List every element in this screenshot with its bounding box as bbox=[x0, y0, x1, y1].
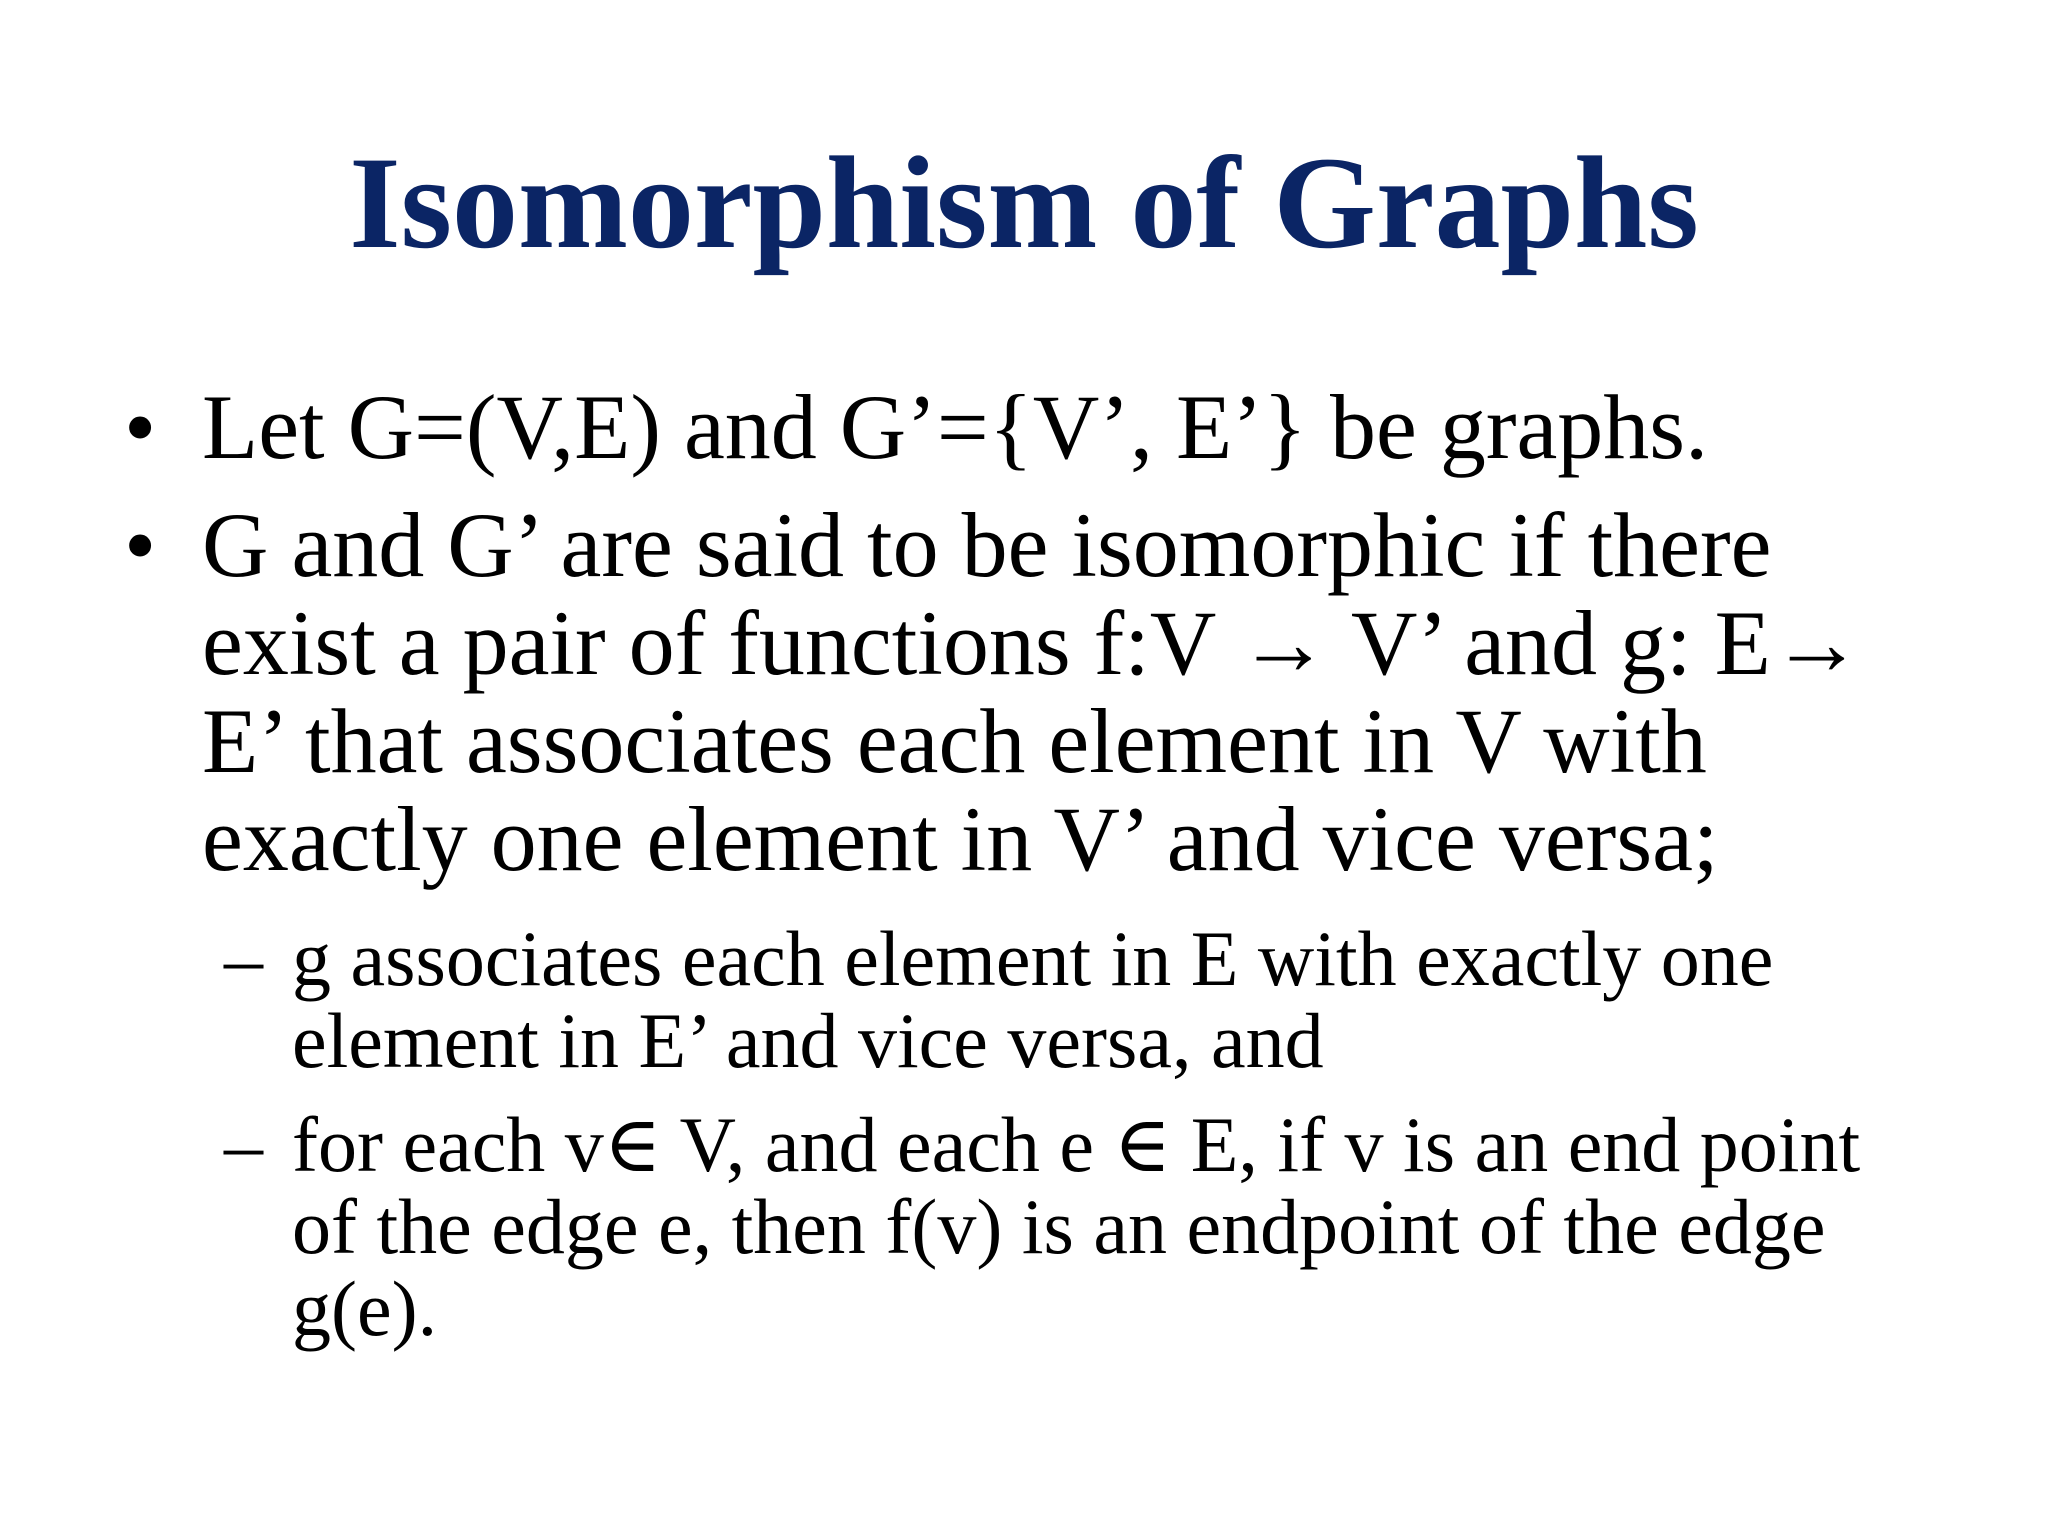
bullet-2-line-1: G and G’ are said to be isomorphic if there bbox=[202, 494, 1772, 596]
sub-bullet-2-line-2: of the edge e, then f(v) is an endpoint of the edge bbox=[292, 1183, 1826, 1270]
sub-bullet-2-line-1: for each v∈ V, and each e ∈ E, if v is an end point bbox=[292, 1101, 1861, 1188]
bullet-marker: • bbox=[124, 494, 157, 596]
sub-bullet-item-1 bbox=[224, 915, 1992, 1084]
bullet-2-line-2: exist a pair of functions f:V → V’ and g: E→ bbox=[202, 592, 1863, 694]
sub-bullet-marker: – bbox=[224, 1101, 263, 1188]
sub-bullet-marker: – bbox=[224, 915, 263, 1002]
bullet-1-line-1: Let G=(V,E) and G’={V’, E’} be graphs. bbox=[202, 376, 1709, 478]
bullet-item-1 bbox=[124, 376, 1902, 478]
bullet-item-2 bbox=[124, 494, 1902, 890]
bullet-2-line-3: E’ that associates each element in V with bbox=[202, 690, 1707, 792]
bullet-marker: • bbox=[124, 376, 157, 478]
sub-bullet-item-2 bbox=[224, 1101, 1992, 1352]
bullet-2-line-4: exactly one element in V’ and vice versa; bbox=[202, 788, 1719, 890]
slide-title: Isomorphism of Graphs bbox=[349, 129, 1699, 276]
sub-bullet-1-line-1: g associates each element in E with exactly one bbox=[292, 915, 1774, 1002]
sub-bullet-2-line-3: g(e). bbox=[292, 1265, 438, 1352]
sub-bullet-1-line-2: element in E’ and vice versa, and bbox=[292, 997, 1324, 1084]
